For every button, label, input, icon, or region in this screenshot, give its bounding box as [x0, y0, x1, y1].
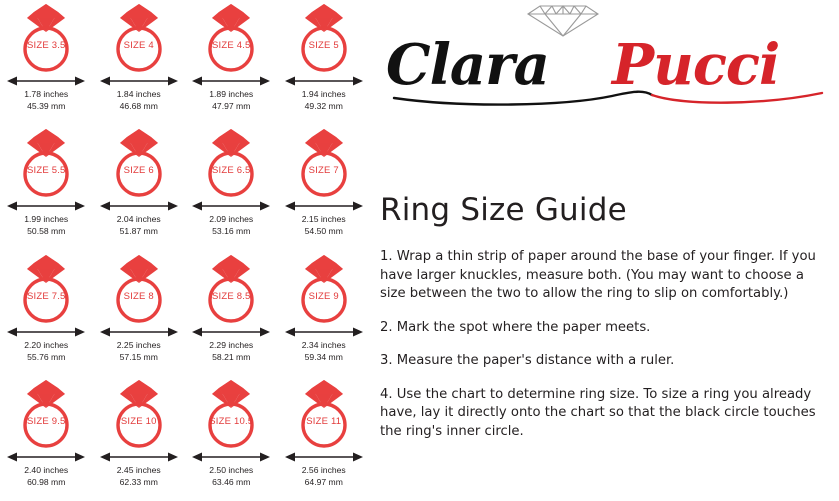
ring-size-cell [0, 376, 93, 501]
instruction-step: 1. Wrap a thin strip of paper around the base of your finger. If you have larger knuckles, measure both. (You may want to choose a size between the two to allow the ring to slip on comfortably.) [380, 249, 816, 301]
instruction-step: 4. Use the chart to determine ring size. To size a ring you already have, lay it directly onto the chart so that the black circle touches the ring's inner circle. [380, 386, 816, 439]
measurement-arrow-icon [96, 74, 182, 88]
ring-illustration [96, 253, 182, 327]
ring-illustration [96, 378, 182, 452]
measurement-inches: 2.45 inches [116, 464, 161, 475]
ring-size-cell [93, 251, 186, 376]
ring-illustration [188, 378, 274, 452]
measurement-mm: 49.32 mm [304, 101, 343, 111]
instruction-steps [380, 248, 832, 441]
measurement-inches: 2.20 inches [24, 339, 69, 350]
ring-illustration [3, 2, 89, 76]
measurement-inches: 2.15 inches [301, 214, 346, 225]
ring-illustration [96, 2, 182, 76]
ring-size-label: SIZE 11 [306, 415, 342, 427]
measurement-mm: 47.97 mm [212, 101, 251, 111]
ring-illustration [188, 253, 274, 327]
ring-size-label: SIZE 7 [308, 165, 339, 177]
ring-size-cell [93, 376, 186, 501]
measurement-arrow-icon [281, 325, 367, 339]
ring-illustration [281, 253, 367, 327]
measurement-arrow-icon [3, 199, 89, 213]
ring-size-label: SIZE 9 [308, 290, 339, 302]
measurement-arrow-icon [281, 74, 367, 88]
ring-size-label: SIZE 10.5 [209, 415, 254, 427]
ring-illustration [3, 127, 89, 201]
ring-size-cell [278, 125, 371, 250]
ring-size-cell [0, 0, 93, 125]
measurement-inches: 2.09 inches [209, 214, 254, 225]
ring-illustration [281, 378, 367, 452]
ring-illustration [281, 2, 367, 76]
ring-size-label: SIZE 10 [120, 415, 157, 427]
ring-size-cell [185, 125, 278, 250]
measurement-mm: 45.39 mm [27, 101, 66, 111]
ring-size-cell [278, 251, 371, 376]
ring-size-cell [278, 376, 371, 501]
ring-illustration [3, 378, 89, 452]
measurement-mm: 53.16 mm [212, 226, 251, 237]
measurement-arrow-icon [188, 450, 274, 464]
measurement-inches: 1.99 inches [24, 214, 69, 225]
measurement-mm: 64.97 mm [304, 476, 343, 487]
ring-size-label: SIZE 4 [123, 40, 154, 51]
ring-size-label: SIZE 8 [123, 290, 154, 302]
ring-size-label: SIZE 4.5 [211, 40, 251, 51]
measurement-mm: 62.33 mm [119, 476, 158, 487]
measurement-inches: 2.40 inches [24, 464, 69, 475]
measurement-inches: 1.94 inches [301, 89, 346, 99]
ring-illustration [3, 253, 89, 327]
ring-size-label: SIZE 6 [123, 165, 154, 177]
ring-size-cell [185, 376, 278, 501]
measurement-mm: 55.76 mm [27, 351, 66, 362]
measurement-arrow-icon [96, 325, 182, 339]
measurement-mm: 57.15 mm [119, 351, 158, 362]
measurement-mm: 54.50 mm [304, 226, 343, 237]
ring-illustration [281, 127, 367, 201]
measurement-mm: 46.68 mm [119, 101, 158, 111]
measurement-inches: 1.84 inches [116, 89, 161, 99]
ring-size-label: SIZE 7.5 [26, 290, 66, 302]
guide-panel [372, 0, 839, 501]
measurement-arrow-icon [3, 325, 89, 339]
measurement-mm: 50.58 mm [27, 226, 66, 237]
measurement-mm: 58.21 mm [212, 351, 251, 362]
ring-size-cell [185, 251, 278, 376]
logo-word-pucci: Pucci [612, 32, 780, 98]
ring-size-cell [0, 125, 93, 250]
ring-size-cell [93, 0, 186, 125]
measurement-mm: 59.34 mm [304, 351, 343, 362]
measurement-arrow-icon [188, 199, 274, 213]
measurement-arrow-icon [188, 74, 274, 88]
logo-swash-flourish [384, 86, 828, 108]
measurement-inches: 1.78 inches [24, 89, 69, 99]
measurement-arrow-icon [96, 199, 182, 213]
ring-size-label: SIZE 5.5 [26, 165, 66, 177]
ring-size-cell [278, 0, 371, 125]
measurement-arrow-icon [188, 325, 274, 339]
logo-word-clara: Clara [386, 32, 549, 98]
measurement-inches: 2.25 inches [116, 339, 161, 350]
measurement-arrow-icon [281, 199, 367, 213]
measurement-arrow-icon [281, 450, 367, 464]
ring-size-label: SIZE 9.5 [26, 415, 66, 427]
ring-illustration [188, 127, 274, 201]
measurement-arrow-icon [96, 450, 182, 464]
ring-size-label: SIZE 3.5 [26, 40, 66, 51]
ring-size-label: SIZE 5 [308, 40, 339, 51]
measurement-mm: 51.87 mm [119, 226, 158, 237]
measurement-inches: 1.89 inches [209, 89, 254, 99]
brand-logo [380, 2, 830, 110]
measurement-inches: 2.29 inches [209, 339, 254, 350]
ring-illustration [188, 2, 274, 76]
page-title: Ring Size Guide [380, 192, 627, 228]
ring-size-chart [0, 0, 370, 501]
instruction-step: 2. Mark the spot where the paper meets. [380, 319, 651, 335]
ring-size-label: SIZE 8.5 [211, 290, 251, 302]
measurement-inches: 2.50 inches [209, 464, 254, 475]
measurement-mm: 63.46 mm [212, 476, 251, 487]
measurement-inches: 2.04 inches [116, 214, 161, 225]
instruction-step: 3. Measure the paper's distance with a ruler. [380, 353, 675, 368]
ring-size-label: SIZE 6.5 [211, 165, 251, 177]
ring-size-cell [185, 0, 278, 125]
measurement-inches: 2.56 inches [301, 464, 346, 475]
measurement-arrow-icon [3, 450, 89, 464]
ring-size-cell [0, 251, 93, 376]
measurement-inches: 2.34 inches [301, 339, 346, 350]
measurement-mm: 60.98 mm [27, 476, 66, 487]
ring-size-cell [93, 125, 186, 250]
ring-illustration [96, 127, 182, 201]
measurement-arrow-icon [3, 74, 89, 88]
